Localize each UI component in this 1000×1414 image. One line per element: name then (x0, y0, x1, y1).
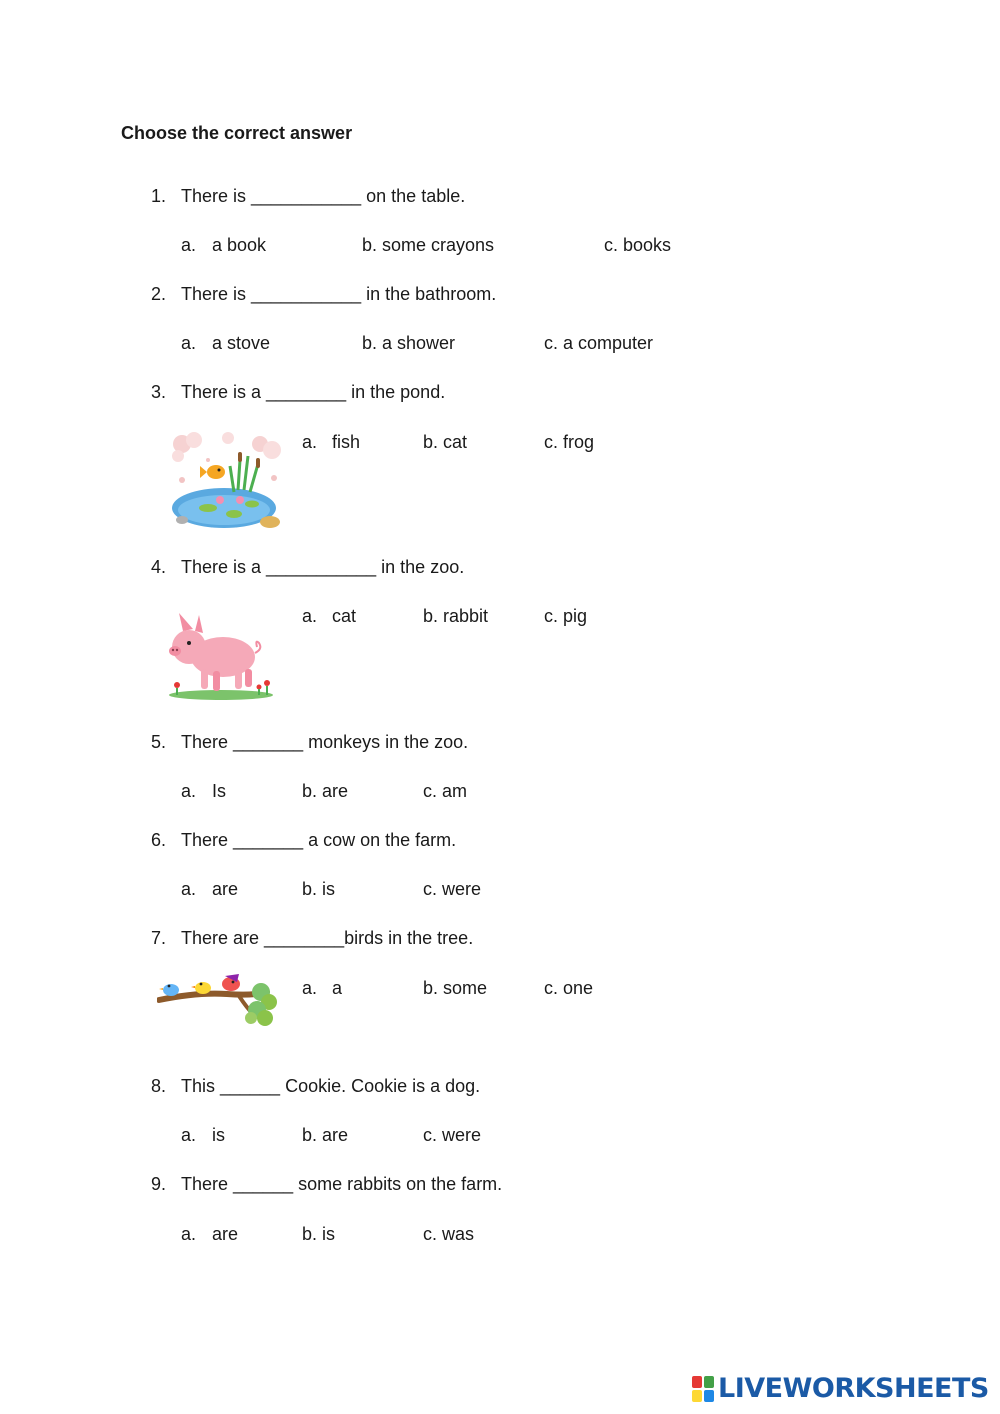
option-b[interactable]: b. some crayons (362, 235, 495, 255)
option-b[interactable]: b. rabbit (423, 606, 489, 626)
pond-fish-illustration (168, 430, 288, 534)
option-a-letter[interactable]: a. (181, 781, 197, 801)
option-a[interactable]: is (212, 1125, 225, 1145)
question-number: 2. (151, 284, 167, 304)
question-text: There is ___________ on the table. (181, 186, 466, 206)
option-b[interactable]: b. is (302, 879, 336, 899)
question-number: 6. (151, 830, 167, 850)
option-a-letter[interactable]: a. (302, 432, 318, 452)
question-number: 8. (151, 1076, 167, 1096)
option-a[interactable]: are (212, 1224, 239, 1244)
question-text: There are ________birds in the tree. (181, 928, 474, 948)
question-number: 4. (151, 557, 167, 577)
birds-on-branch-illustration (157, 968, 279, 1030)
question-number: 5. (151, 732, 167, 752)
option-c[interactable]: c. one (544, 978, 594, 998)
option-a[interactable]: a (332, 978, 343, 998)
option-b[interactable]: b. are (302, 1125, 349, 1145)
option-c[interactable]: c. were (423, 879, 482, 899)
question-text: There _______ a cow on the farm. (181, 830, 457, 850)
option-c[interactable]: c. frog (544, 432, 595, 452)
liveworksheets-logo[interactable] (692, 1374, 989, 1404)
question-text: This ______ Cookie. Cookie is a dog. (181, 1076, 481, 1096)
option-a-letter[interactable]: a. (181, 1125, 197, 1145)
question-text: There is a ___________ in the zoo. (181, 557, 465, 577)
question-number: 1. (151, 186, 167, 206)
option-b[interactable]: b. cat (423, 432, 468, 452)
question-text: There is a ________ in the pond. (181, 382, 446, 402)
option-a-letter[interactable]: a. (302, 606, 318, 626)
option-b[interactable]: b. a shower (362, 333, 456, 353)
question-text: There ______ some rabbits on the farm. (181, 1174, 503, 1194)
option-a[interactable]: a book (212, 235, 267, 255)
option-c[interactable]: c. am (423, 781, 468, 801)
question-number: 3. (151, 382, 167, 402)
liveworksheets-logo-icon (692, 1376, 716, 1402)
option-c[interactable]: c. books (604, 235, 672, 255)
question-text: There _______ monkeys in the zoo. (181, 732, 469, 752)
option-a-letter[interactable]: a. (181, 333, 197, 353)
option-c[interactable]: c. a computer (544, 333, 654, 353)
option-b[interactable]: b. some (423, 978, 488, 998)
option-a[interactable]: are (212, 879, 239, 899)
option-c[interactable]: c. was (423, 1224, 475, 1244)
logo-text: LIVEWORKSHEETS (718, 1373, 989, 1404)
question-number: 7. (151, 928, 167, 948)
question-number: 9. (151, 1174, 167, 1194)
option-a-letter[interactable]: a. (181, 1224, 197, 1244)
option-b[interactable]: b. is (302, 1224, 336, 1244)
worksheet-title: Choose the correct answer (121, 123, 353, 143)
option-a-letter[interactable]: a. (181, 879, 197, 899)
option-a[interactable]: Is (212, 781, 227, 801)
pig-illustration (163, 605, 278, 700)
option-a[interactable]: a stove (212, 333, 271, 353)
option-a-letter[interactable]: a. (181, 235, 197, 255)
option-a[interactable]: cat (332, 606, 357, 626)
option-a-letter[interactable]: a. (302, 978, 318, 998)
option-c[interactable]: c. were (423, 1125, 482, 1145)
question-text: There is ___________ in the bathroom. (181, 284, 497, 304)
option-c[interactable]: c. pig (544, 606, 588, 626)
option-b[interactable]: b. are (302, 781, 349, 801)
option-a[interactable]: fish (332, 432, 361, 452)
